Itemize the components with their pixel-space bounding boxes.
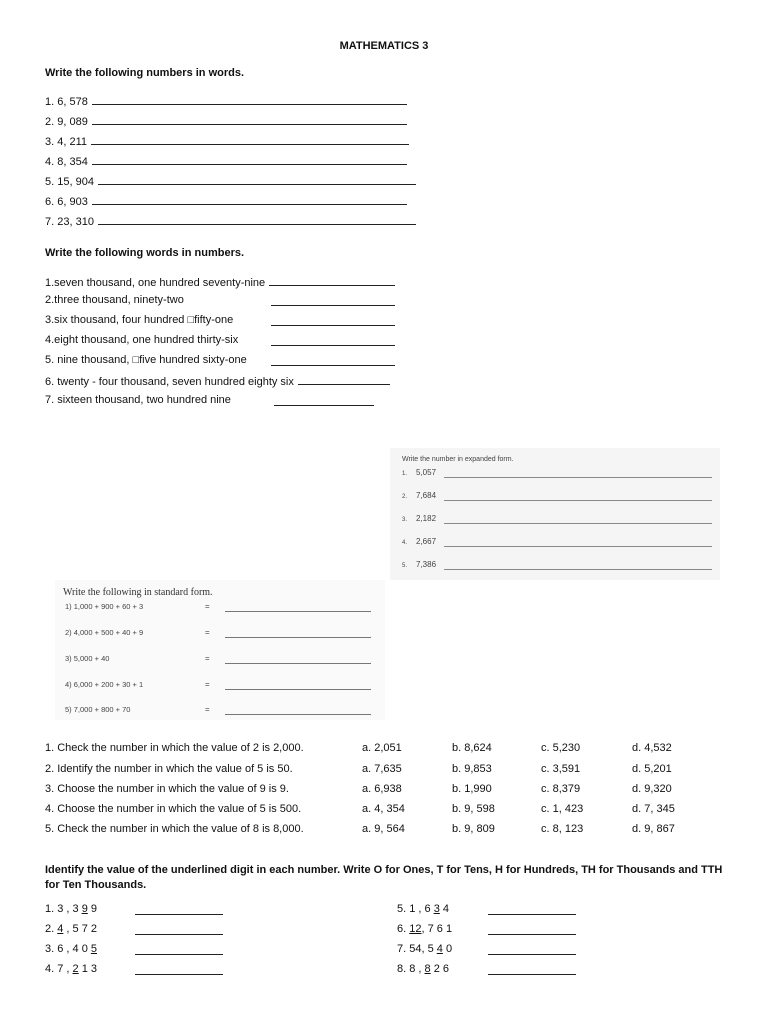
- equals-sign: =: [205, 654, 210, 663]
- mc-option-d[interactable]: d. 7, 345: [632, 803, 675, 815]
- list-item: [45, 354, 247, 366]
- answer-line[interactable]: [298, 374, 390, 385]
- answer-line[interactable]: [135, 953, 223, 955]
- number-part: , 7 6 1: [421, 923, 453, 935]
- list-item: [45, 194, 407, 208]
- list-item: [45, 963, 97, 975]
- answer-line[interactable]: [444, 523, 712, 524]
- list-item: [402, 514, 436, 523]
- item-number: 7,684: [416, 491, 437, 500]
- answer-line[interactable]: [488, 913, 576, 915]
- answer-line[interactable]: [135, 913, 223, 915]
- answer-line[interactable]: [92, 194, 407, 205]
- number-part: 0: [442, 943, 453, 955]
- equals-sign: =: [205, 628, 210, 637]
- list-item: [45, 394, 231, 406]
- number-part: 6.: [397, 923, 410, 935]
- number-part: 1 3: [78, 963, 98, 975]
- item-text: 3.six thousand, four hundred □fifty-one: [45, 314, 234, 326]
- item-number: 5,057: [416, 468, 437, 477]
- number-part: 8. 8 ,: [397, 963, 425, 975]
- list-item: 5) 7,000 + 800 + 70: [65, 705, 131, 714]
- item-text: 6. twenty - four thousand, seven hundred eighty six: [45, 376, 294, 388]
- answer-line[interactable]: [271, 344, 395, 346]
- item-text: 1.seven thousand, one hundred seventy-nine: [45, 277, 266, 289]
- mc-option-c[interactable]: c. 1, 423: [541, 803, 584, 815]
- answer-line[interactable]: [444, 500, 712, 501]
- item-number: 3. 4, 211: [45, 136, 87, 148]
- mc-question: 2. Identify the number in which the value of 5 is 50.: [45, 763, 293, 775]
- answer-line[interactable]: [92, 154, 407, 165]
- list-item: [45, 374, 390, 388]
- mc-option-b[interactable]: b. 8,624: [452, 742, 492, 754]
- number-part: 2.: [45, 923, 58, 935]
- number-part: 7. 54, 5: [397, 943, 437, 955]
- mc-option-b[interactable]: b. 9, 598: [452, 803, 495, 815]
- number-part: 9: [87, 903, 98, 915]
- expanded-form-title: Write the number in expanded form.: [402, 456, 514, 463]
- item-index: 4.: [402, 540, 408, 546]
- mc-option-d[interactable]: d. 9,320: [632, 783, 672, 795]
- item-text: 4.eight thousand, one hundred thirty-six: [45, 334, 239, 346]
- answer-line[interactable]: [271, 304, 395, 306]
- list-item: 4) 6,000 + 200 + 30 + 1: [65, 680, 144, 689]
- item-number: 5. 15, 904: [45, 176, 94, 188]
- list-item: 1) 1,000 + 900 + 60 + 3: [65, 602, 144, 611]
- answer-line[interactable]: [225, 689, 371, 690]
- item-text: 2.three thousand, ninety-two: [45, 294, 184, 306]
- list-item: [45, 314, 233, 326]
- answer-line[interactable]: [444, 477, 712, 478]
- list-item: [402, 491, 436, 500]
- standard-form-exercise: [55, 580, 385, 720]
- underlined-digit: 3: [433, 903, 440, 915]
- underlined-digit: 8: [424, 963, 431, 975]
- item-number: 2. 9, 089: [45, 116, 88, 128]
- mc-option-c[interactable]: c. 8, 123: [541, 823, 584, 835]
- item-number: 7,386: [416, 560, 437, 569]
- mc-option-b[interactable]: b. 1,990: [452, 783, 492, 795]
- list-item: 2) 4,000 + 500 + 40 + 9: [65, 628, 144, 637]
- answer-line[interactable]: [91, 134, 409, 145]
- item-number: 4. 8, 354: [45, 156, 88, 168]
- list-item: [402, 468, 436, 477]
- number-part: 4: [439, 903, 450, 915]
- underlined-digit: 9: [81, 903, 88, 915]
- item-text: 7. sixteen thousand, two hundred nine: [45, 394, 231, 406]
- list-item: [45, 94, 407, 108]
- number-part: 3. 6 , 4 0: [45, 943, 91, 955]
- list-item: [45, 294, 184, 306]
- number-part: , 5 7 2: [63, 923, 97, 935]
- answer-line[interactable]: [488, 973, 576, 975]
- item-index: 5.: [402, 563, 408, 569]
- list-item: [45, 174, 416, 188]
- number-part: 1. 3 , 3: [45, 903, 82, 915]
- list-item: [45, 903, 97, 915]
- answer-line[interactable]: [225, 637, 371, 638]
- answer-line[interactable]: [98, 174, 416, 185]
- item-index: 3.: [402, 517, 408, 523]
- mc-option-a[interactable]: a. 6,938: [362, 783, 402, 795]
- mc-option-b[interactable]: b. 9,853: [452, 763, 492, 775]
- mc-option-a[interactable]: a. 7,635: [362, 763, 402, 775]
- answer-line[interactable]: [271, 364, 395, 366]
- item-number: 6. 6, 903: [45, 196, 88, 208]
- answer-line[interactable]: [225, 663, 371, 664]
- list-item: [397, 923, 452, 935]
- number-part: 4. 7 ,: [45, 963, 73, 975]
- mc-option-a[interactable]: a. 4, 354: [362, 803, 405, 815]
- mc-option-a[interactable]: a. 2,051: [362, 742, 402, 754]
- answer-line[interactable]: [225, 714, 371, 715]
- list-item: [402, 537, 436, 546]
- mc-option-c[interactable]: c. 8,379: [541, 783, 581, 795]
- answer-line[interactable]: [444, 569, 712, 570]
- page-title: MATHEMATICS 3: [339, 40, 429, 52]
- mc-option-c[interactable]: c. 3,591: [541, 763, 581, 775]
- section-heading-place-value: Identify the value of the underlined digit in each number. Write O for Ones, T for Tens, H for Hundreds, TH for Thousands and TTH for Ten Thousands.: [45, 864, 723, 891]
- list-item: [45, 134, 409, 148]
- standard-form-title: Write the following in standard form.: [63, 587, 213, 598]
- list-item: [45, 275, 395, 289]
- underlined-digit: 5: [90, 943, 97, 955]
- answer-line[interactable]: [274, 404, 374, 406]
- mc-option-d[interactable]: d. 9, 867: [632, 823, 675, 835]
- mc-question: 4. Choose the number in which the value of 5 is 500.: [45, 803, 302, 815]
- mc-question: 5. Check the number in which the value of 8 is 8,000.: [45, 823, 304, 835]
- mc-option-b[interactable]: b. 9, 809: [452, 823, 495, 835]
- list-item: [402, 560, 436, 569]
- list-item: [45, 114, 407, 128]
- list-item: 3) 5,000 + 40: [65, 654, 110, 663]
- answer-line[interactable]: [135, 973, 223, 975]
- mc-question: 3. Choose the number in which the value of 9 is 9.: [45, 783, 289, 795]
- underlined-digit: 2: [72, 963, 79, 975]
- item-text: 5. nine thousand, □five hundred sixty-one: [45, 354, 247, 366]
- item-number: 7. 23, 310: [45, 216, 94, 228]
- answer-line[interactable]: [98, 214, 416, 225]
- section-heading-numbers: Write the following words in numbers.: [45, 247, 245, 259]
- answer-line[interactable]: [488, 933, 576, 935]
- underlined-digit: 4: [436, 943, 443, 955]
- list-item: [45, 334, 238, 346]
- equals-sign: =: [205, 705, 210, 714]
- underlined-digit: 4: [57, 923, 64, 935]
- answer-line[interactable]: [92, 94, 407, 105]
- item-number: 2,667: [416, 537, 437, 546]
- list-item: [397, 943, 452, 955]
- answer-line[interactable]: [488, 953, 576, 955]
- item-number: 2,182: [416, 514, 437, 523]
- answer-line[interactable]: [225, 611, 371, 612]
- mc-option-d[interactable]: d. 4,532: [632, 742, 672, 754]
- list-item: [45, 154, 407, 168]
- answer-line[interactable]: [271, 324, 395, 326]
- item-number: 1. 6, 578: [45, 96, 88, 108]
- number-part: 5. 1 , 6: [397, 903, 434, 915]
- list-item: [45, 923, 97, 935]
- list-item: [397, 963, 449, 975]
- section-heading-words: Write the following numbers in words.: [45, 67, 245, 79]
- answer-line[interactable]: [92, 114, 407, 125]
- item-index: 1.: [402, 471, 408, 477]
- item-index: 2.: [402, 494, 408, 500]
- answer-line[interactable]: [269, 275, 395, 286]
- expanded-form-exercise: [390, 448, 720, 580]
- number-part: 2 6: [430, 963, 450, 975]
- mc-option-c[interactable]: c. 5,230: [541, 742, 581, 754]
- equals-sign: =: [205, 602, 210, 611]
- equals-sign: =: [205, 680, 210, 689]
- mc-option-a[interactable]: a. 9, 564: [362, 823, 405, 835]
- underlined-digit: 12: [409, 923, 422, 935]
- list-item: [45, 214, 416, 228]
- mc-option-d[interactable]: d. 5,201: [632, 763, 672, 775]
- answer-line[interactable]: [135, 933, 223, 935]
- list-item: [397, 903, 449, 915]
- list-item: [45, 943, 97, 955]
- answer-line[interactable]: [444, 546, 712, 547]
- mc-question: 1. Check the number in which the value of 2 is 2,000.: [45, 742, 304, 754]
